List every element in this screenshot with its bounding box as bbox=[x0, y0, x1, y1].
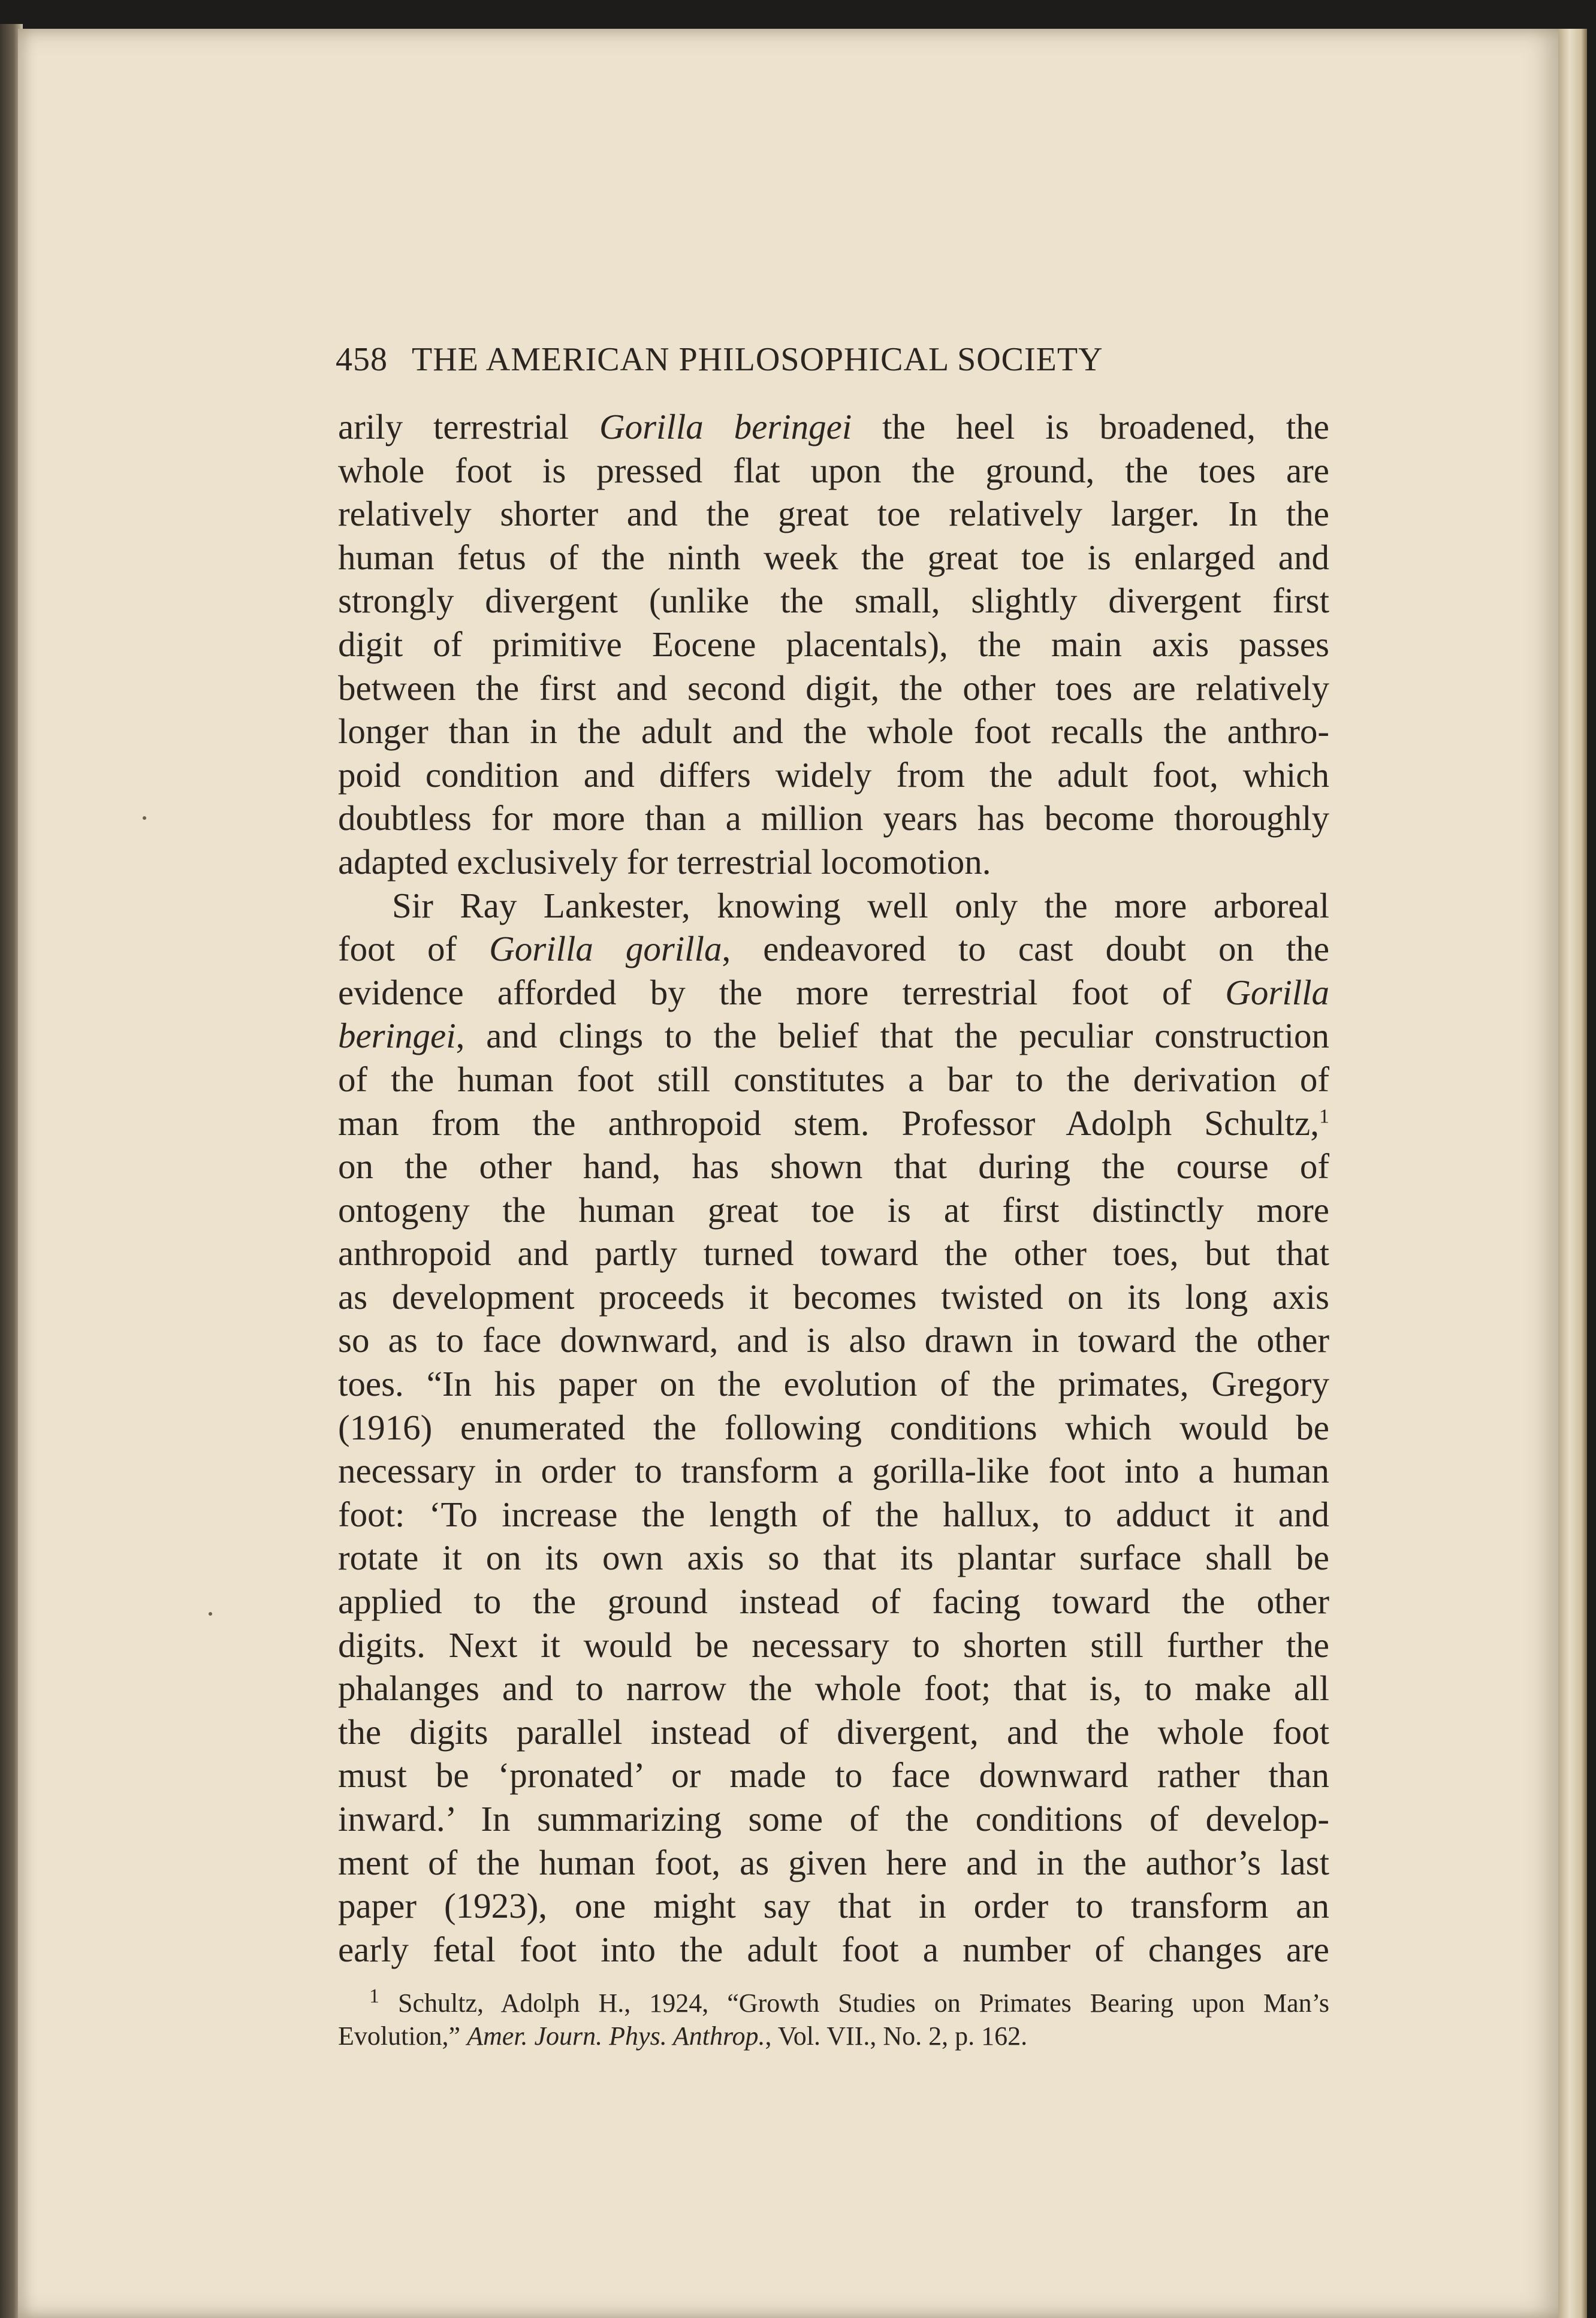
text-run: Evolution,” bbox=[338, 2021, 467, 2051]
running-title: THE AMERICAN PHILOSOPHICAL SOCIETY bbox=[412, 341, 1103, 378]
footnote-marker: 1 bbox=[369, 1985, 379, 2008]
italic-species-name: Gorilla beringei bbox=[599, 407, 852, 446]
page-edge-stack bbox=[1558, 29, 1587, 2318]
text-line: foot: ‘To increase the length of the hallux, to adduct it and bbox=[338, 1494, 1329, 1534]
text-line: adapted exclusively for terrestrial locomotion. bbox=[338, 841, 991, 882]
footnote-reference[interactable]: 1 bbox=[1319, 1104, 1329, 1127]
text-line bbox=[338, 971, 1329, 1015]
text-line: poid condition and differs widely from the adult foot, which bbox=[338, 754, 1329, 795]
text-line: paper (1923), one might say that in order to transform an bbox=[338, 1886, 1329, 1926]
text-line: early fetal foot into the adult foot a number of changes are bbox=[338, 1929, 1329, 1969]
text-line: toes. “In his paper on the evolution of the primates, Gregory bbox=[338, 1364, 1329, 1404]
text-line: whole foot is pressed flat upon the ground, the toes are bbox=[338, 450, 1329, 490]
text-line: of the human foot still constitutes a bar to the derivation of bbox=[338, 1059, 1329, 1099]
text-line bbox=[338, 1101, 1329, 1145]
text-line bbox=[338, 405, 1329, 449]
text-line bbox=[338, 1014, 1329, 1058]
text-line: longer than in the adult and the whole foot recalls the anthro- bbox=[338, 711, 1329, 751]
text-line: strongly divergent (unlike the small, slightly divergent first bbox=[338, 581, 1329, 621]
italic-species-name: beringei bbox=[338, 1016, 456, 1056]
text-run: man from the anthropoid stem. Professor Adolph Schultz, bbox=[338, 1103, 1319, 1143]
text-line: so as to face downward, and is also drawn in toward the other bbox=[338, 1320, 1329, 1360]
page-number: 458 bbox=[336, 341, 388, 378]
paper-speck bbox=[143, 816, 146, 820]
text-run: , and clings to the belief that the peculiar construction bbox=[455, 1016, 1329, 1056]
footnote-line bbox=[338, 1987, 1329, 2020]
text-line: (1916) enumerated the following conditions which would be bbox=[338, 1407, 1329, 1447]
text-run: foot of bbox=[338, 929, 490, 969]
text-run: the heel is broadened, the bbox=[852, 407, 1329, 446]
text-line: digit of primitive Eocene placentals), the main axis passes bbox=[338, 624, 1329, 664]
text-line: anthropoid and partly turned toward the other toes, but that bbox=[338, 1233, 1329, 1273]
text-line: necessary in order to transform a gorilla-like foot into a human bbox=[338, 1451, 1329, 1491]
text-run: , endeavored to cast doubt on the bbox=[722, 929, 1330, 969]
text-line: doubtless for more than a million years has become thoroughly bbox=[338, 798, 1329, 838]
text-line: ontogeny the human great toe is at first distinctly more bbox=[338, 1190, 1329, 1230]
text-line: ment of the human foot, as given here and in the author’s last bbox=[338, 1842, 1329, 1882]
text-run: evidence afforded by the more terrestrial foot of bbox=[338, 972, 1226, 1012]
text-line: the digits parallel instead of divergent, and the whole foot bbox=[338, 1712, 1329, 1752]
text-run: arily terrestrial bbox=[338, 407, 599, 446]
text-line: digits. Next it would be necessary to shorten still further the bbox=[338, 1625, 1329, 1665]
running-header bbox=[336, 340, 1330, 379]
text-line: as development proceeds it becomes twisted on its long axis bbox=[338, 1276, 1329, 1317]
text-line: rotate it on its own axis so that its plantar surface shall be bbox=[338, 1538, 1329, 1578]
text-line: must be ‘pronated’ or made to face downward rather than bbox=[338, 1755, 1329, 1795]
text-line: phalanges and to narrow the whole foot; that is, to make all bbox=[338, 1668, 1329, 1709]
italic-species-name: Gorilla bbox=[1225, 972, 1329, 1012]
text-line: inward.’ In summarizing some of the conditions of develop- bbox=[338, 1799, 1329, 1839]
text-line: relatively shorter and the great toe relatively larger. In the bbox=[338, 494, 1329, 534]
text-line: on the other hand, has shown that during the course of bbox=[338, 1146, 1329, 1187]
text-line: between the first and second digit, the other toes are relatively bbox=[338, 668, 1329, 708]
text-line: applied to the ground instead of facing toward the other bbox=[338, 1581, 1329, 1622]
paper-speck bbox=[209, 1612, 212, 1616]
text-run: , Vol. VII., No. 2, p. 162. bbox=[765, 2021, 1028, 2051]
text-line: human fetus of the ninth week the great toe is enlarged and bbox=[338, 537, 1329, 577]
italic-species-name: Gorilla gorilla bbox=[489, 929, 722, 969]
paragraph-first-line: Sir Ray Lankester, knowing well only the more arboreal bbox=[392, 885, 1329, 925]
body-text bbox=[338, 405, 1329, 1971]
footnote-line bbox=[338, 2020, 1329, 2053]
text-line bbox=[338, 927, 1329, 971]
footnote bbox=[338, 1987, 1329, 2053]
italic-journal-title: Amer. Journ. Phys. Anthrop. bbox=[467, 2021, 765, 2051]
text-run: Schultz, Adolph H., 1924, “Growth Studies on Primates Bearing upon Man’s bbox=[379, 1988, 1329, 2018]
